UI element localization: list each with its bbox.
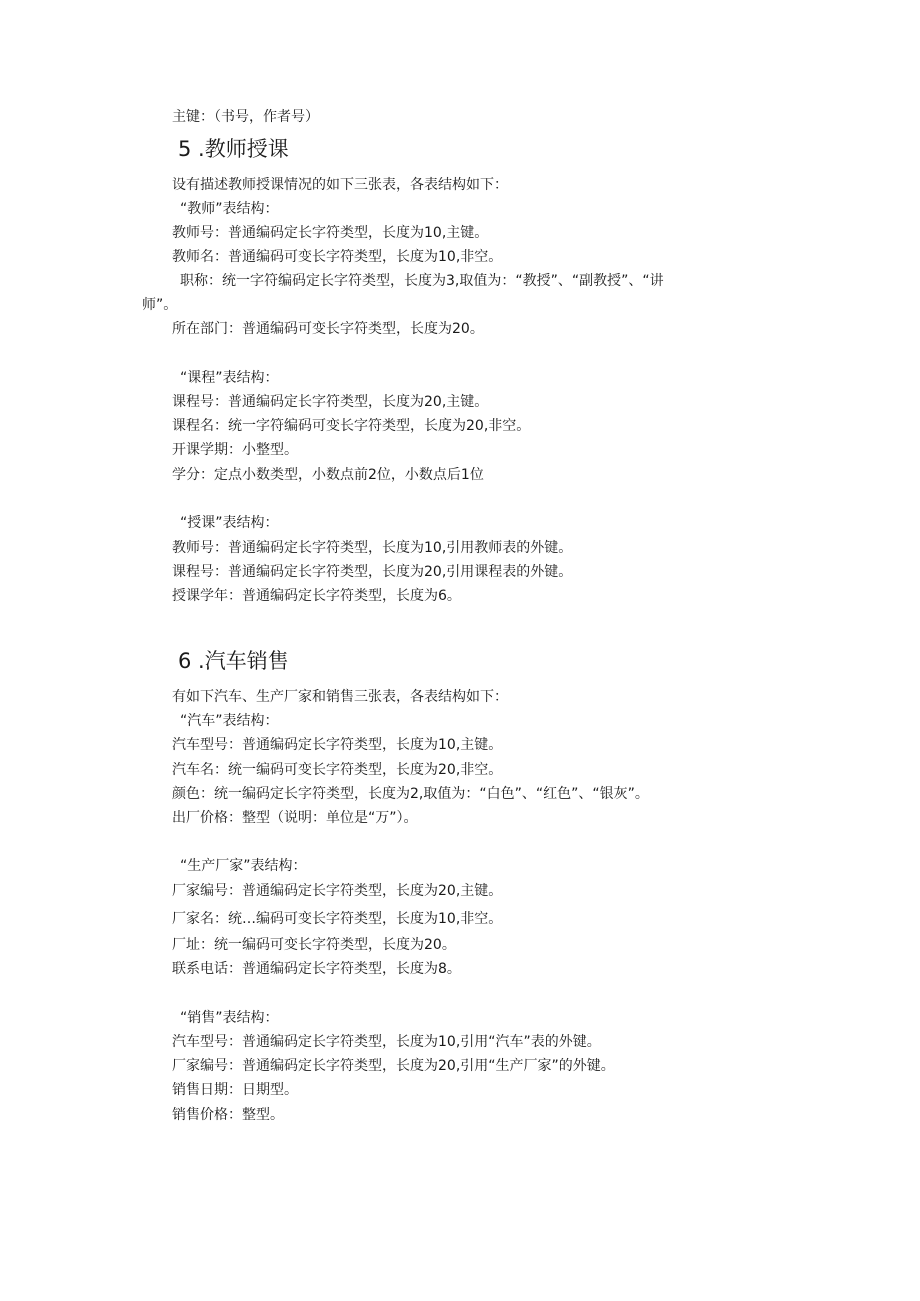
manufacturer-table-title: “生产厂家”表结构： <box>180 858 307 874</box>
teacher-field-line: 所在部门：普通编码可变长字符类型，长度为20。 <box>172 321 484 337</box>
manufacturer-field-line: 联系电话：普通编码定长字符类型，长度为8。 <box>172 961 461 977</box>
course-field-line: 课程名：统一字符编码可变长字符类型，长度为20,非空。 <box>172 418 531 434</box>
teacher-field-line: 教师号：普通编码定长字符类型，长度为10,主键。 <box>172 225 489 241</box>
manufacturer-field-line: 厂家名：统…编码可变长字符类型，长度为10,非空。 <box>172 911 503 927</box>
teacher-table-title: “教师”表结构： <box>180 201 279 217</box>
car-table-title: “汽车”表结构： <box>180 713 279 729</box>
sales-field-line: 汽车型号：普通编码定长字符类型，长度为10,引用“汽车”表的外键。 <box>172 1034 601 1050</box>
teaching-field-line: 教师号：普通编码定长字符类型，长度为10,引用教师表的外键。 <box>172 540 573 556</box>
teaching-table-title: “授课”表结构： <box>180 515 279 531</box>
section-6-intro: 有如下汽车、生产厂家和销售三张表，各表结构如下： <box>172 689 508 705</box>
course-field-line: 开课学期：小整型。 <box>172 442 298 458</box>
sales-field-line: 销售日期：日期型。 <box>172 1082 298 1098</box>
sales-field-line: 厂家编号：普通编码定长字符类型，长度为20,引用“生产厂家”的外键。 <box>172 1058 615 1074</box>
teacher-field-line: 教师名：普通编码可变长字符类型，长度为10,非空。 <box>172 249 503 265</box>
course-table-title: “课程”表结构： <box>180 370 279 386</box>
section-5-intro: 设有描述教师授课情况的如下三张表，各表结构如下： <box>172 177 508 193</box>
sales-table-title: “销售”表结构： <box>180 1010 279 1026</box>
teacher-field-line-cont: 师”。 <box>142 297 178 313</box>
sales-field-line: 销售价格：整型。 <box>172 1107 284 1123</box>
section-6-heading: 6 .汽车销售 <box>178 649 289 673</box>
manufacturer-field-line: 厂家编号：普通编码定长字符类型，长度为20,主键。 <box>172 883 503 899</box>
section-5-heading: 5 .教师授课 <box>178 137 289 161</box>
teacher-field-line: 职称：统一字符编码定长字符类型，长度为3,取值为：“教授”、“副教授”、“讲 <box>180 273 664 289</box>
manufacturer-field-line: 厂址：统一编码可变长字符类型，长度为20。 <box>172 937 456 953</box>
teaching-field-line: 授课学年：普通编码定长字符类型，长度为6。 <box>172 588 461 604</box>
car-field-line: 颜色：统一编码定长字符类型，长度为2,取值为：“白色”、“红色”、“银灰”。 <box>172 786 649 802</box>
car-field-line: 出厂价格：整型（说明：单位是“万”）。 <box>172 810 418 826</box>
car-field-line: 汽车名：统一编码可变长字符类型，长度为20,非空。 <box>172 762 503 778</box>
course-field-line: 学分：定点小数类型，小数点前2位，小数点后1位 <box>172 467 484 483</box>
course-field-line: 课程号：普通编码定长字符类型，长度为20,主键。 <box>172 394 489 410</box>
teaching-field-line: 课程号：普通编码定长字符类型，长度为20,引用课程表的外键。 <box>172 564 573 580</box>
primary-key-line: 主键：（书号，作者号） <box>172 109 319 125</box>
car-field-line: 汽车型号：普通编码定长字符类型，长度为10,主键。 <box>172 737 503 753</box>
